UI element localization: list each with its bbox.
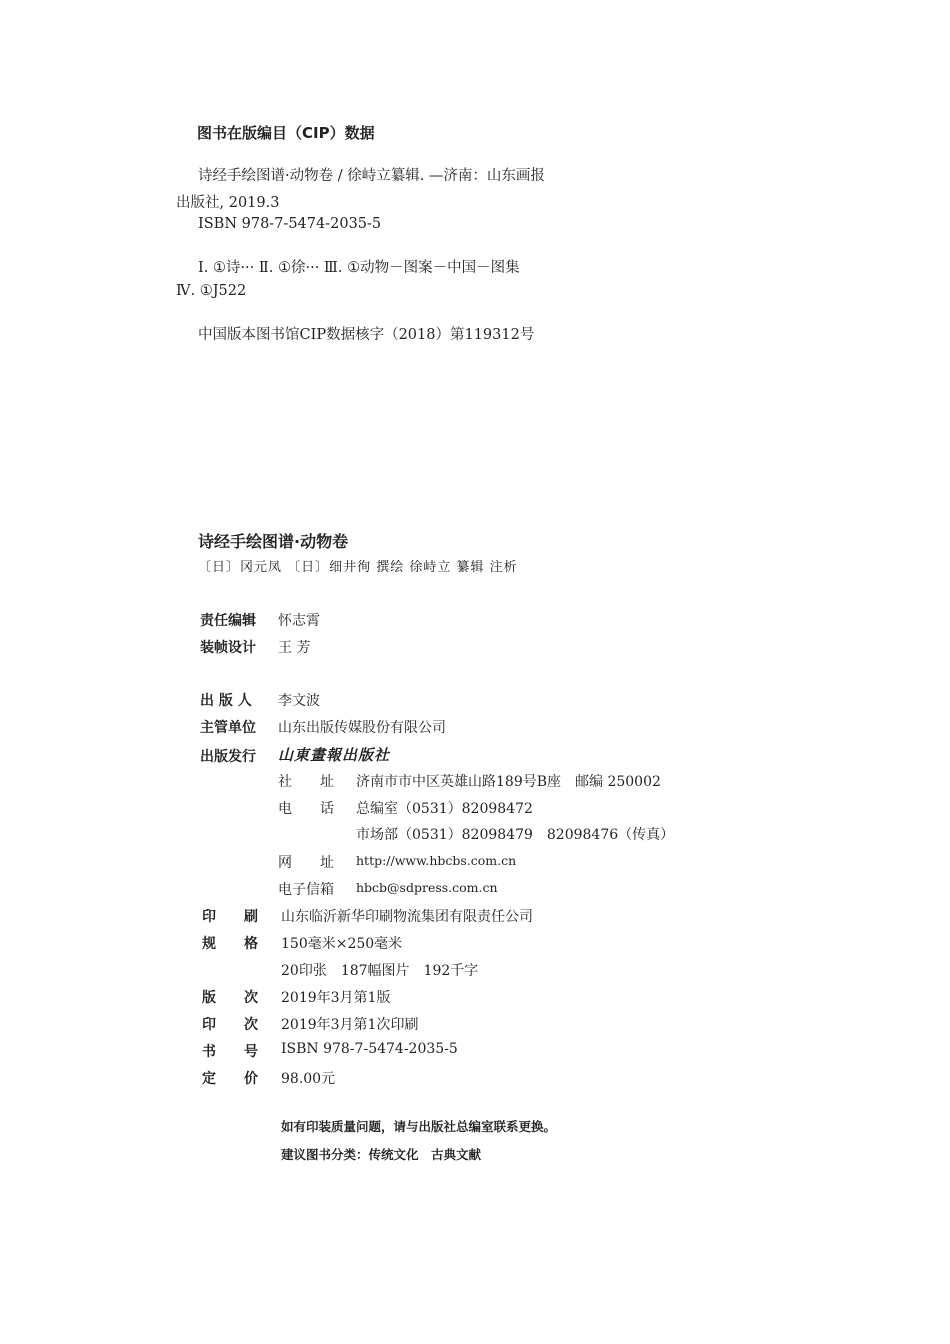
issuer-label: 出版发行 xyxy=(200,749,256,765)
cip-line-1: 诗经手绘图谱·动物卷 / 徐峙立纂辑. —济南：山东画报 xyxy=(198,168,545,184)
cip-heading: 图书在版编目（CIP）数据 xyxy=(197,124,375,142)
format-value: 150毫米×250毫米 xyxy=(281,936,403,952)
format-value-2: 20印张 187幅图片 192千字 xyxy=(281,963,479,979)
publisher-person-label: 出 版 人 xyxy=(200,693,252,709)
supervisor-value: 山东出版传媒股份有限公司 xyxy=(278,720,446,736)
email-label: 电子信箱 xyxy=(278,882,334,898)
address-value: 济南市市中区英雄山路189号B座 邮编 250002 xyxy=(356,774,661,790)
price-value: 98.00元 xyxy=(281,1071,336,1087)
printing-label: 印 次 xyxy=(202,1017,258,1033)
cip-line-5: Ⅳ. ①J522 xyxy=(176,283,247,299)
cip-line-4: Ⅰ. ①诗··· Ⅱ. ①徐··· Ⅲ. ①动物－图案－中国－图集 xyxy=(198,260,520,276)
website-value: http://www.hbcbs.com.cn xyxy=(356,853,517,868)
printing-value: 2019年3月第1次印刷 xyxy=(281,1017,419,1033)
editor-value: 怀志霄 xyxy=(278,613,320,629)
cip-line-6: 中国版本图书馆CIP数据核字（2018）第119312号 xyxy=(198,327,535,343)
email-value: hbcb@sdpress.com.cn xyxy=(356,880,498,895)
cip-line-3: ISBN 978-7-5474-2035-5 xyxy=(198,216,382,232)
website-label: 网 址 xyxy=(278,855,334,871)
designer-label: 装帧设计 xyxy=(200,640,256,656)
address-label: 社 址 xyxy=(278,774,334,790)
printer-value: 山东临沂新华印刷物流集团有限责任公司 xyxy=(281,909,533,925)
publisher-person-value: 李文波 xyxy=(278,693,320,709)
format-label: 规 格 xyxy=(202,936,258,952)
classification-note: 建议图书分类：传统文化 古典文献 xyxy=(281,1147,482,1162)
designer-value: 王 芳 xyxy=(278,640,311,656)
publisher-logo: 山東畫報出版社 xyxy=(278,746,391,764)
supervisor-label: 主管单位 xyxy=(200,720,256,736)
cip-line-2: 出版社, 2019.3 xyxy=(176,195,280,211)
editor-label: 责任编辑 xyxy=(200,613,256,629)
isbn-label: 书 号 xyxy=(202,1044,258,1060)
isbn-value: ISBN 978-7-5474-2035-5 xyxy=(281,1041,458,1057)
phone-value-1: 总编室（0531）82098472 xyxy=(356,801,533,817)
phone-label: 电 话 xyxy=(278,801,334,817)
edition-label: 版 次 xyxy=(202,990,258,1006)
book-title: 诗经手绘图谱·动物卷 xyxy=(198,532,349,551)
printer-label: 印 刷 xyxy=(202,909,258,925)
price-label: 定 价 xyxy=(202,1071,258,1087)
edition-value: 2019年3月第1版 xyxy=(281,990,391,1006)
quality-note: 如有印装质量问题，请与出版社总编室联系更换。 xyxy=(281,1119,557,1134)
phone-value-2: 市场部（0531）82098479 82098476（传真） xyxy=(356,827,675,843)
book-authors: 〔日〕冈元凤 〔日〕细井徇 撰绘 徐峙立 纂辑 注析 xyxy=(198,560,518,575)
